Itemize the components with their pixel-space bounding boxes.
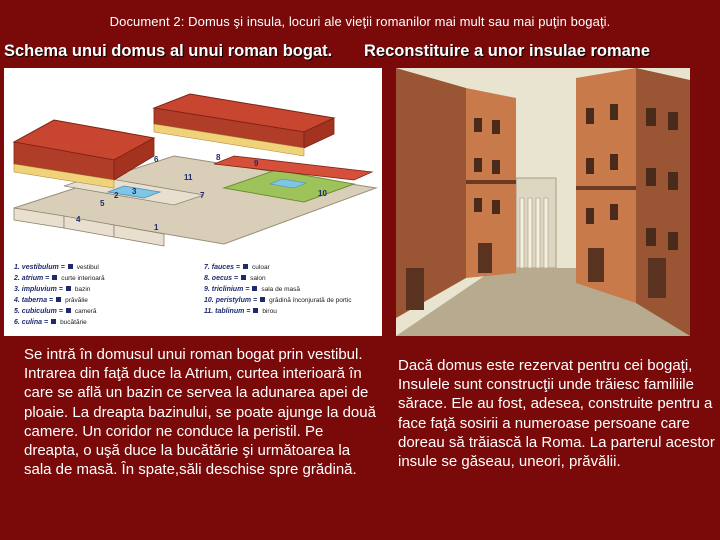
legend-swatch [51,319,56,324]
legend-entry [204,264,270,271]
domus-illustration [4,68,382,264]
document-title: Document 2: Domus şi insula, locuri ale vieţii romanilor mai mult sau mai puţin bogaţi. [109,14,611,29]
plan-number: 9 [254,159,259,168]
legend-translation: prăvălie [65,297,88,304]
plan-number: 3 [132,187,137,196]
plan-number: 2 [114,191,119,200]
legend-translation: bazin [74,286,91,293]
legend-term: taberna = [21,297,54,304]
legend-term: fauces = [211,264,241,271]
legend-entry [14,308,97,315]
legend-term: triclinium = [211,286,250,293]
legend-term: tablinum = [215,308,251,315]
legend-swatch [252,286,257,291]
legend-term: vestibulum = [21,264,65,271]
plan-number: 7 [200,191,205,200]
legend-swatch [241,275,246,280]
legend-translation: bucătărie [60,319,87,326]
legend-number: 11. [204,308,216,315]
legend-entry [204,308,277,315]
legend-number: 2. [14,275,22,282]
legend-term: oecus = [211,275,239,282]
legend-number: 3. [14,286,22,293]
legend-swatch [56,297,61,302]
legend-entry [14,275,105,282]
legend-entry [204,297,352,304]
insulae-description: Dacă domus este rezervat pentru cei bogaţi, Insulele sunt construcţii unde trăiesc familiile sărace. Ele au fost, adesea, construite pentru a face faţă sosirii a numeroase persoane care doreau să trăiască la Roma. La parterul acestor insule se găseau, uneori, prăvălii. [398,357,715,471]
legend-translation: grădină înconjurată de portic [269,297,352,304]
legend-number: 10. [204,297,216,304]
legend-number: 4. [14,297,22,304]
insulae-image [396,68,690,336]
insulae-subtitle: Reconstituire a unor insulae romane [364,42,651,60]
legend-translation: cameră [74,308,97,315]
plan-legend [14,264,374,334]
legend-entry [204,275,266,282]
plan-number: 1 [154,223,159,232]
legend-number: 7. [204,264,212,271]
plan-number: 10 [318,189,327,198]
plan-number: 5 [100,199,105,208]
legend-swatch [260,297,265,302]
legend-entry [14,297,88,304]
legend-term: impluvium = [21,286,63,293]
legend-entry [14,264,99,271]
legend-swatch [66,308,71,313]
legend-entry [14,319,87,326]
legend-term: atrium = [21,275,50,282]
legend-translation: salon [250,275,266,282]
plan-number: 11 [184,173,193,182]
insulae-illustration [396,68,690,336]
legend-swatch [52,275,57,280]
legend-translation: vestibul [76,264,99,271]
insula-right [576,68,636,303]
legend-entry [14,286,90,293]
legend-swatch [243,264,248,269]
legend-swatch [66,286,71,291]
legend-translation: birou [262,308,277,315]
legend-term: cubiculum = [21,308,63,315]
legend-translation: curte interioară [61,275,105,282]
domus-description: Se intră în domusul unui roman bogat prin vestibul. Intrarea din faţă duce la Atrium, curtea interioară în care se află un bazin ce servea la adunarea apei de ploaie. La dreapta bazinului, se poate ajunge la două camere. Un coridor ne conduce la peristil. Pe dreapta, o uşă duce la bucătărie şi următoarea la sala de masă. În spate,săli deschise spre grădină. [24,346,376,479]
legend-number: 6. [14,319,22,326]
plan-number: 4 [76,215,81,224]
legend-number: 5. [14,308,22,315]
legend-number: 8. [204,275,212,282]
domus-subtitle: Schema unui domus al unui roman bogat. [4,42,333,60]
legend-number: 9. [204,286,212,293]
legend-swatch [253,308,258,313]
legend-term: peristylum = [215,297,258,304]
legend-translation: sala de masă [261,286,301,293]
legend-entry [204,286,300,293]
domus-plan-image [4,68,382,336]
plan-number: 6 [154,155,159,164]
plan-number: 8 [216,153,221,162]
legend-term: culina = [21,319,49,326]
legend-swatch [68,264,73,269]
legend-translation: culoar [252,264,270,271]
legend-number: 1. [14,264,22,271]
